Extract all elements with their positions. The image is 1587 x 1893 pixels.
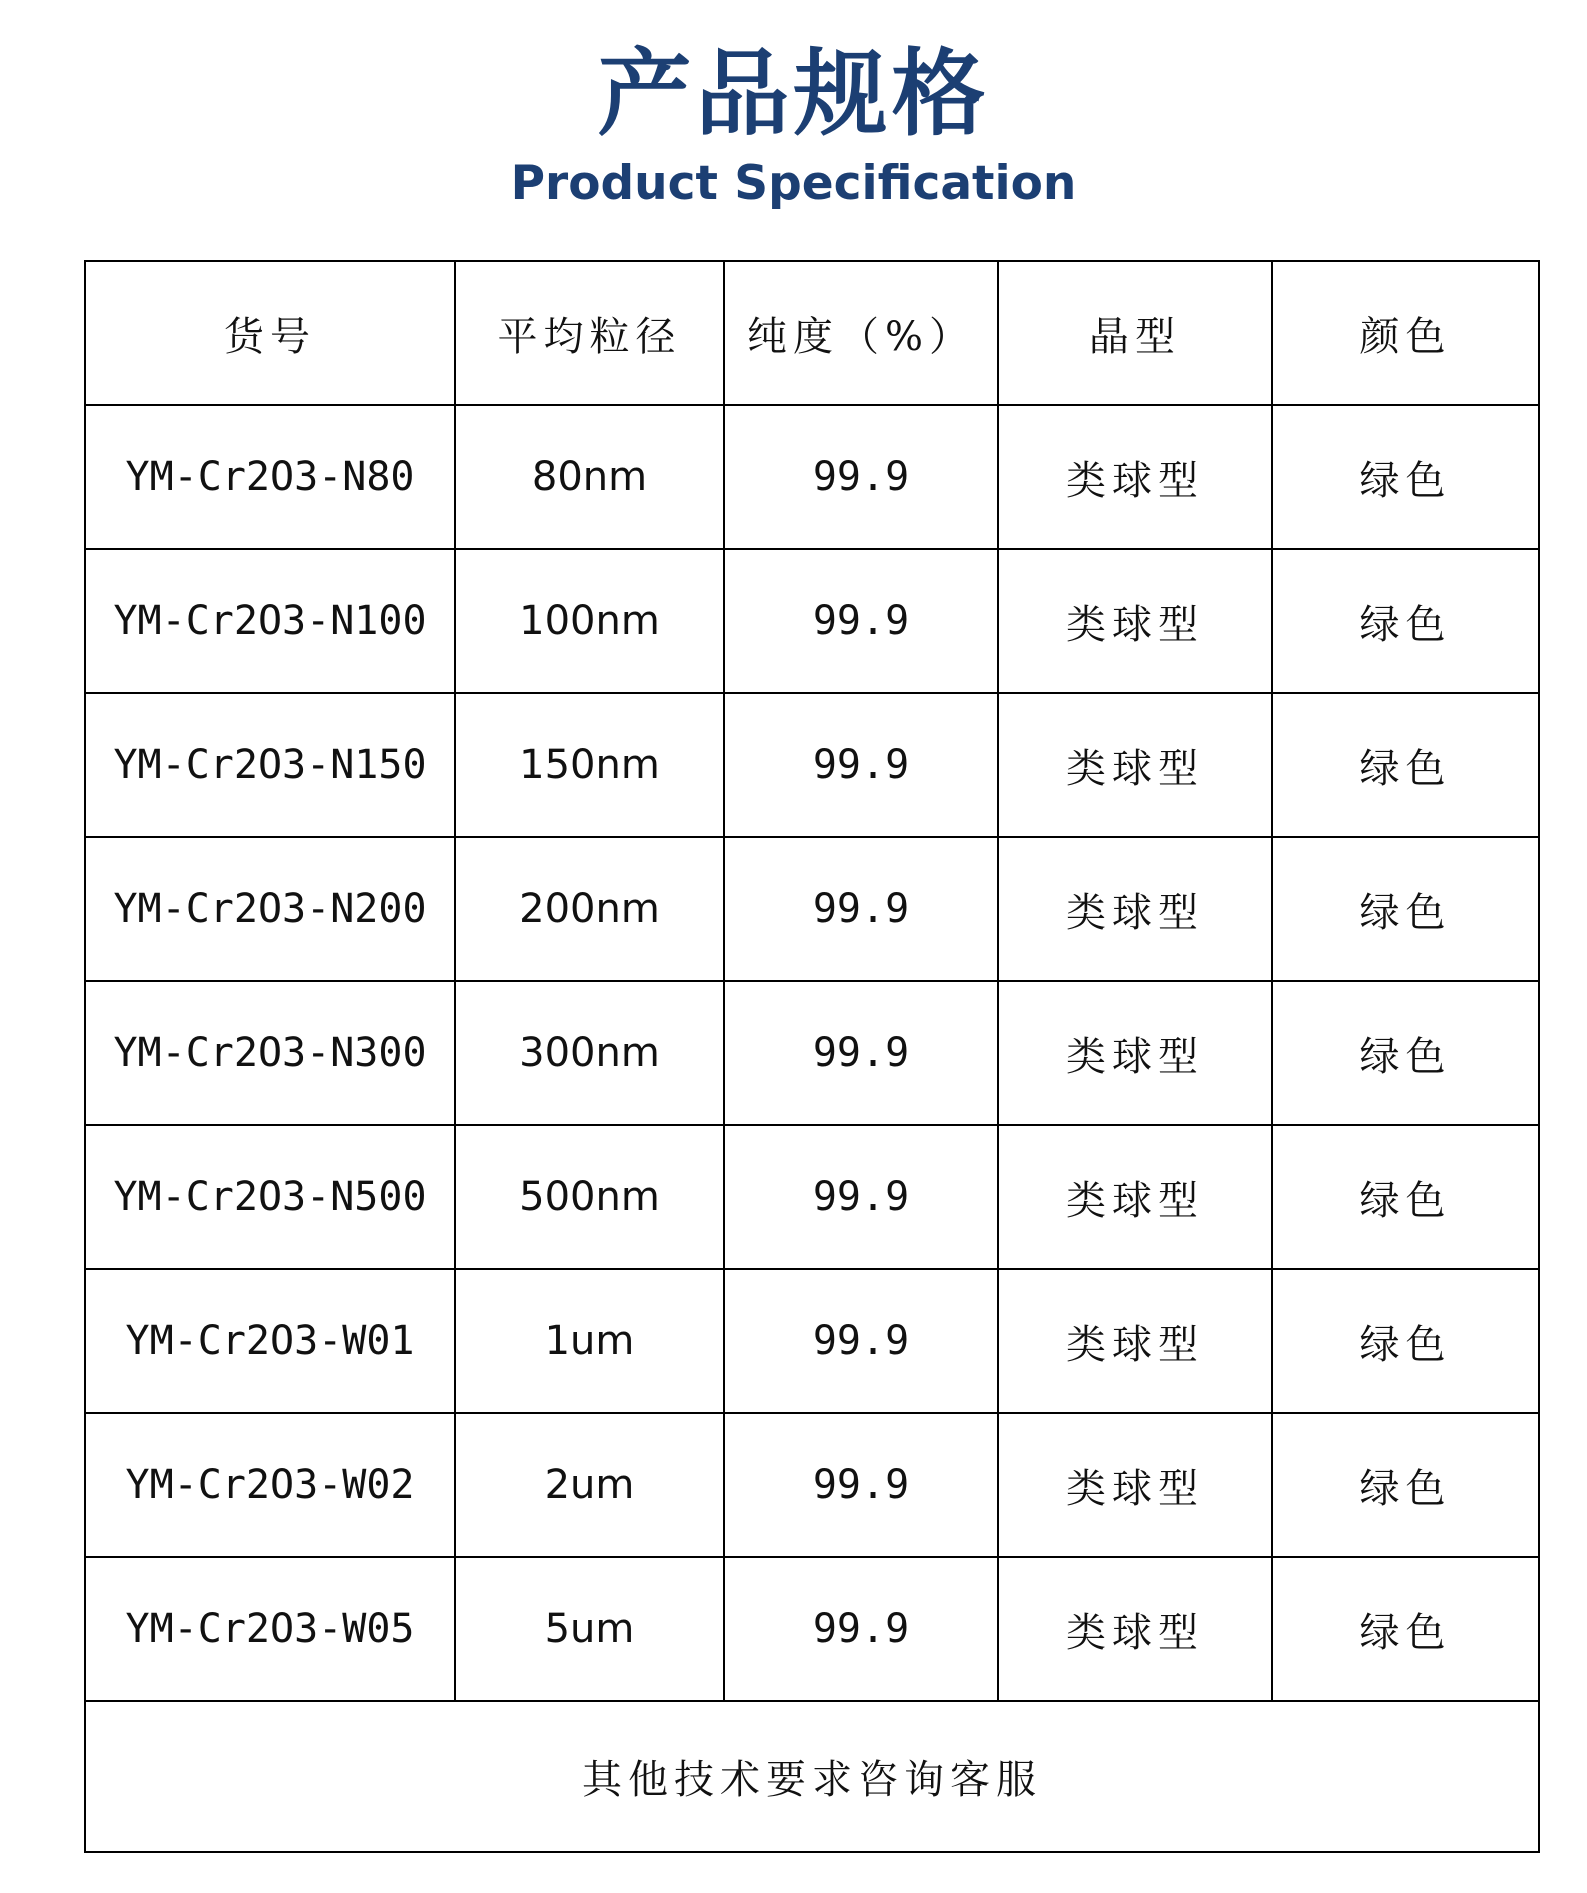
table-row [85,693,1539,837]
cell-purity: 99.9 [724,1125,998,1269]
cell-code: YM-Cr2O3-N500 [85,1125,455,1269]
column-header-size: 平均粒径 [455,261,724,405]
cell-crystal: 类球型 [998,1557,1272,1701]
cell-color: 绿色 [1272,549,1539,693]
cell-crystal: 类球型 [998,1125,1272,1269]
page-title: 产品规格 [597,40,990,149]
cell-color: 绿色 [1272,1269,1539,1413]
spec-table [84,260,1540,1853]
table-row [85,981,1539,1125]
cell-crystal: 类球型 [998,693,1272,837]
column-header-code: 货号 [85,261,455,405]
table-row [85,549,1539,693]
cell-crystal: 类球型 [998,837,1272,981]
cell-code: YM-Cr2O3-N300 [85,981,455,1125]
cell-purity: 99.9 [724,1413,998,1557]
cell-size: 1um [455,1269,724,1413]
table-row [85,837,1539,981]
cell-purity: 99.9 [724,693,998,837]
cell-crystal: 类球型 [998,1269,1272,1413]
cell-purity: 99.9 [724,405,998,549]
cell-purity: 99.9 [724,837,998,981]
cell-size: 150nm [455,693,724,837]
cell-code: YM-Cr2O3-N100 [85,549,455,693]
cell-size: 100nm [455,549,724,693]
cell-size: 500nm [455,1125,724,1269]
cell-purity: 99.9 [724,549,998,693]
table-row [85,1125,1539,1269]
cell-color: 绿色 [1272,405,1539,549]
cell-color: 绿色 [1272,837,1539,981]
table-row [85,1269,1539,1413]
column-header-color: 颜色 [1272,261,1539,405]
cell-code: YM-Cr2O3-W05 [85,1557,455,1701]
cell-crystal: 类球型 [998,549,1272,693]
cell-purity: 99.9 [724,1557,998,1701]
cell-code: YM-Cr2O3-N80 [85,405,455,549]
cell-size: 300nm [455,981,724,1125]
cell-color: 绿色 [1272,981,1539,1125]
cell-code: YM-Cr2O3-W02 [85,1413,455,1557]
cell-code: YM-Cr2O3-N150 [85,693,455,837]
cell-size: 80nm [455,405,724,549]
cell-color: 绿色 [1272,1125,1539,1269]
cell-size: 5um [455,1557,724,1701]
cell-color: 绿色 [1272,1413,1539,1557]
table-row [85,405,1539,549]
table-footer-row [85,1701,1539,1852]
cell-code: YM-Cr2O3-W01 [85,1269,455,1413]
column-header-purity: 纯度（%） [724,261,998,405]
cell-size: 200nm [455,837,724,981]
cell-crystal: 类球型 [998,981,1272,1125]
cell-color: 绿色 [1272,1557,1539,1701]
cell-purity: 99.9 [724,981,998,1125]
cell-crystal: 类球型 [998,1413,1272,1557]
cell-crystal: 类球型 [998,405,1272,549]
cell-code: YM-Cr2O3-N200 [85,837,455,981]
cell-size: 2um [455,1413,724,1557]
page-header [0,40,1587,214]
table-row [85,1557,1539,1701]
cell-color: 绿色 [1272,693,1539,837]
column-header-crystal: 晶型 [998,261,1272,405]
table-header-row [85,261,1539,405]
page-subtitle: Product Specification [510,156,1077,211]
table-row [85,1413,1539,1557]
footer-note: 其他技术要求咨询客服 [85,1701,1539,1852]
cell-purity: 99.9 [724,1269,998,1413]
